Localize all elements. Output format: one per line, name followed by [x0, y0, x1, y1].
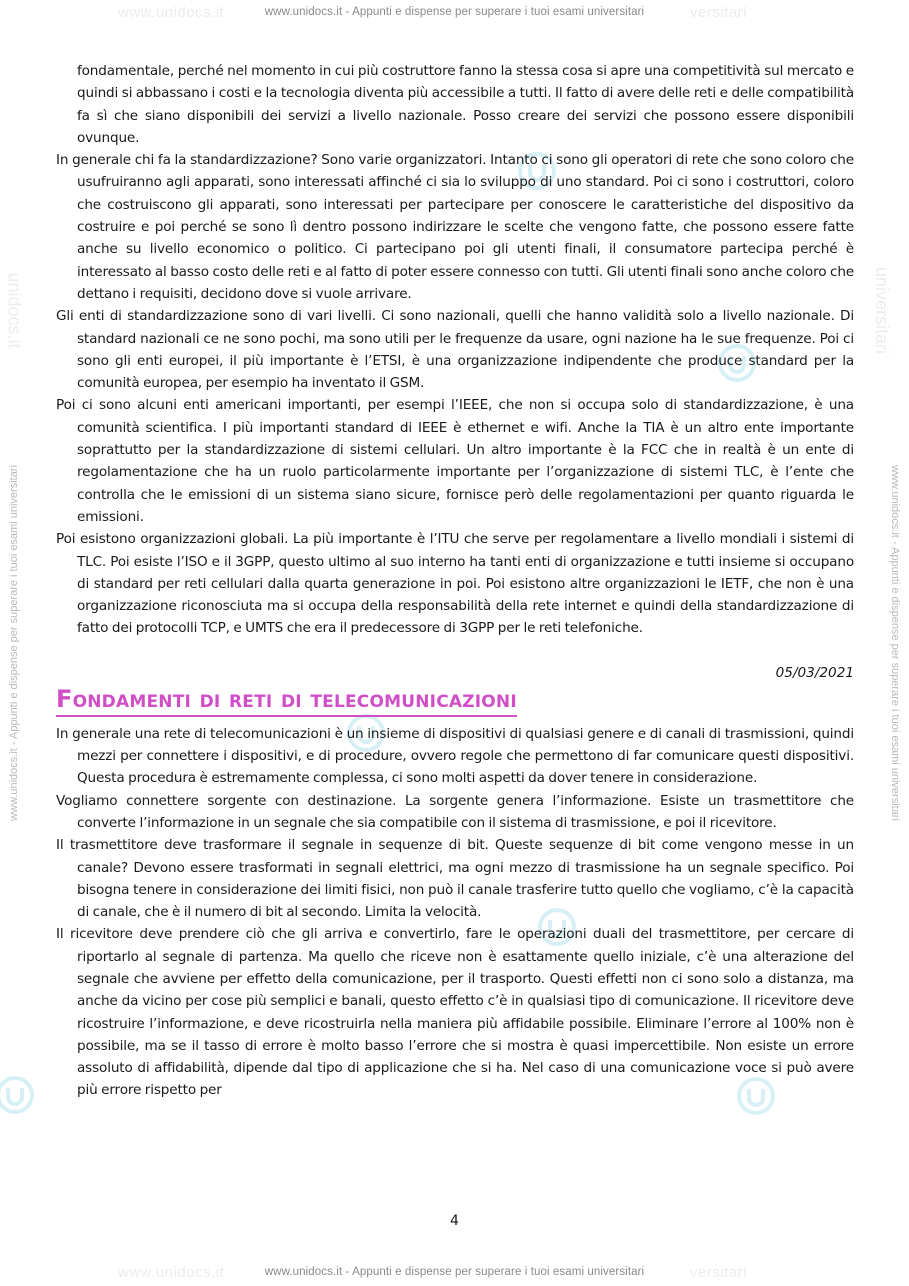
paragraph: In generale chi fa la standardizzazione? Sono varie organizzatori. Intanto ci sono gli operatori di rete che sono coloro che usufruiranno agli apparati, sono interessati affinché ci sia lo sviluppo di uno standard. Poi ci sono i costruttori, coloro che costruiscono gli apparati, sono interessati per partecipare per conoscere le caratteristiche del dispositivo da costruire e poi perché se sono lì dentro possono indirizzare le scelte che vengono fatte, che possono essere fatte anche su livello economico o politico. Ci partecipano poi gli utenti finali, il consumatore partecipa perché è interessato al basso costo delle reti e al fatto di poter essere connesso con tutti. Gli utenti finali sono anche coloro che dettano i requisiti, decidono dove si vuole arrivare.	[56, 152, 854, 302]
header-watermark: www.unidocs.it - Appunti e dispense per superare i tuoi esami universitari	[264, 6, 645, 18]
header-ghost-left: www.unidocs.it	[118, 4, 225, 21]
lecture-date: 05/03/2021	[775, 664, 854, 681]
paragraph: Vogliamo connettere sorgente con destinazione. La sorgente genera l’informazione. Esiste un trasmettitore che converte l’informazione in un segnale che sia compatibile con il sistema di trasmissione, e poi il ricevitore.	[56, 792, 854, 831]
page-content	[56, 60, 854, 1102]
header-ghost-right: versitari	[690, 4, 748, 21]
paragraph: Poi ci sono alcuni enti americani importanti, per esempi l’IEEE, che non si occupa solo di standardizzazione, è una comunità scientifica. I più importanti standard di IEEE è ethernet e wifi. Anche la TIA è un altro ente importante soprattutto per la standardizzazione di sistemi cellulari. Un altro importante è la FCC che in realtà è un ente di regolamentazione che ha un ruolo particolarmente importante per l’organizzazione di sistemi TLC, è l’ente che controlla che le emissioni di un sistema siano sicure, fornisce però delle regolamentazioni per quanto riguarda le emissioni.	[56, 397, 854, 525]
unidocs-logo-icon	[0, 1074, 36, 1116]
section-title: Fondamenti di reti di telecomunicazioni	[56, 684, 517, 717]
footer-ghost-left: www.unidocs.it	[118, 1264, 225, 1281]
left-side-ghost: unidocs.it	[4, 272, 25, 349]
paragraph: fondamentale, perché nel momento in cui più costruttore fanno la stessa cosa si apre una competitività sul mercato e quindi si abbassano i costi e la tecnologia diventa più accessibile a tutti. Il fatto di avere delle reti e delle compatibilità fa sì che siano disponibili dei servizi a livello nazionale. Posso creare dei servizi che possono essere disponibili ovunque.	[77, 63, 854, 146]
paragraph: Il trasmettitore deve trasformare il segnale in sequenze di bit. Queste sequenze di bit come vengono messe in un canale? Devono essere trasformati in segnali elettrici, ma ogni mezzo di trasmissione ha un segnale specifico. Poi bisogna tenere in considerazione dei limiti fisici, non può il canale trasferire tutto quello che vogliamo, c’è la capacità di canale, che è il numero di bit al secondo. Limita la velocità.	[56, 837, 854, 921]
footer-ghost-right: versitari	[690, 1264, 748, 1281]
right-side-ghost: universitari	[872, 266, 893, 355]
page-number: 4	[450, 1213, 459, 1229]
paragraph: Il ricevitore deve prendere ciò che gli arriva e convertirlo, fare le operazioni duali del trasmettitore, per cercare di riportarlo al segnale di partenza. Ma quello che riceve non è esattamente quello iniziale, c’è una alterazione del segnale che avviene per effetto della comunicazione, per il trasporto. Questi effetti non ci sono solo a distanza, ma anche da vicino per cose più semplici e banali, questo effetto c’è in qualsiasi tipo di comunicazione. Il ricevitore deve ricostruire l’informazione, e deve ricostruirla nella maniera più affidabile possibile. Eliminare l’errore al 100% non è possibile, ma se il tasso di errore è molto basso l’errore che si mostra è quasi impercettibile. Non esiste un errore assoluto di affidabilità, dipende dal tipo di applicazione che si ha. Nel caso di una comunicazione voce si può avere più errore rispetto per	[56, 926, 854, 1099]
right-side-watermark: www.unidocs.it - Appunti e dispense per superare i tuoi esami universitari	[889, 465, 901, 821]
paragraph: Poi esistono organizzazioni globali. La più importante è l’ITU che serve per regolamentare a livello mondiali i sistemi di TLC. Poi esiste l’ISO e il 3GPP, questo ultimo al suo interno ha tanti enti di organizzazione e tutti insieme si occupano di standard per reti cellulari dalla quarta generazione in poi. Poi esistono altre organizzazioni le IETF, che non è una organizzazione riconosciuta ma si occupa della responsabilità della rete internet e quindi della standardizzazione di fatto dei protocolli TCP, e UMTS che era il predecessore di 3GPP per le reti telefoniche.	[56, 531, 854, 637]
paragraph: In generale una rete di telecomunicazioni è un insieme di dispositivi di qualsiasi genere e di canali di trasmissioni, quindi mezzi per connettere i dispositivi, e di procedure, ovvero regole che permettono di far comunicare questi dispositivi. Questa procedura è estremamente complessa, ci sono molti aspetti da dover tenere in considerazione.	[56, 725, 854, 787]
left-side-watermark: www.unidocs.it - Appunti e dispense per superare i tuoi esami universitari	[8, 465, 20, 821]
paragraph: Gli enti di standardizzazione sono di vari livelli. Ci sono nazionali, quelli che hanno validità solo a livello nazionale. Di standard nazionali ce ne sono pochi, ma sono utili per le frequenze da usare, ogni nazione ha le sue frequenze. Poi ci sono gli enti europei, il più importante è l’ETSI, è una organizzazione indipendente che produce standard per la comunità europea, per esempio ha inventato il GSM.	[56, 308, 854, 392]
footer-watermark: www.unidocs.it - Appunti e dispense per superare i tuoi esami universitari	[264, 1266, 645, 1278]
